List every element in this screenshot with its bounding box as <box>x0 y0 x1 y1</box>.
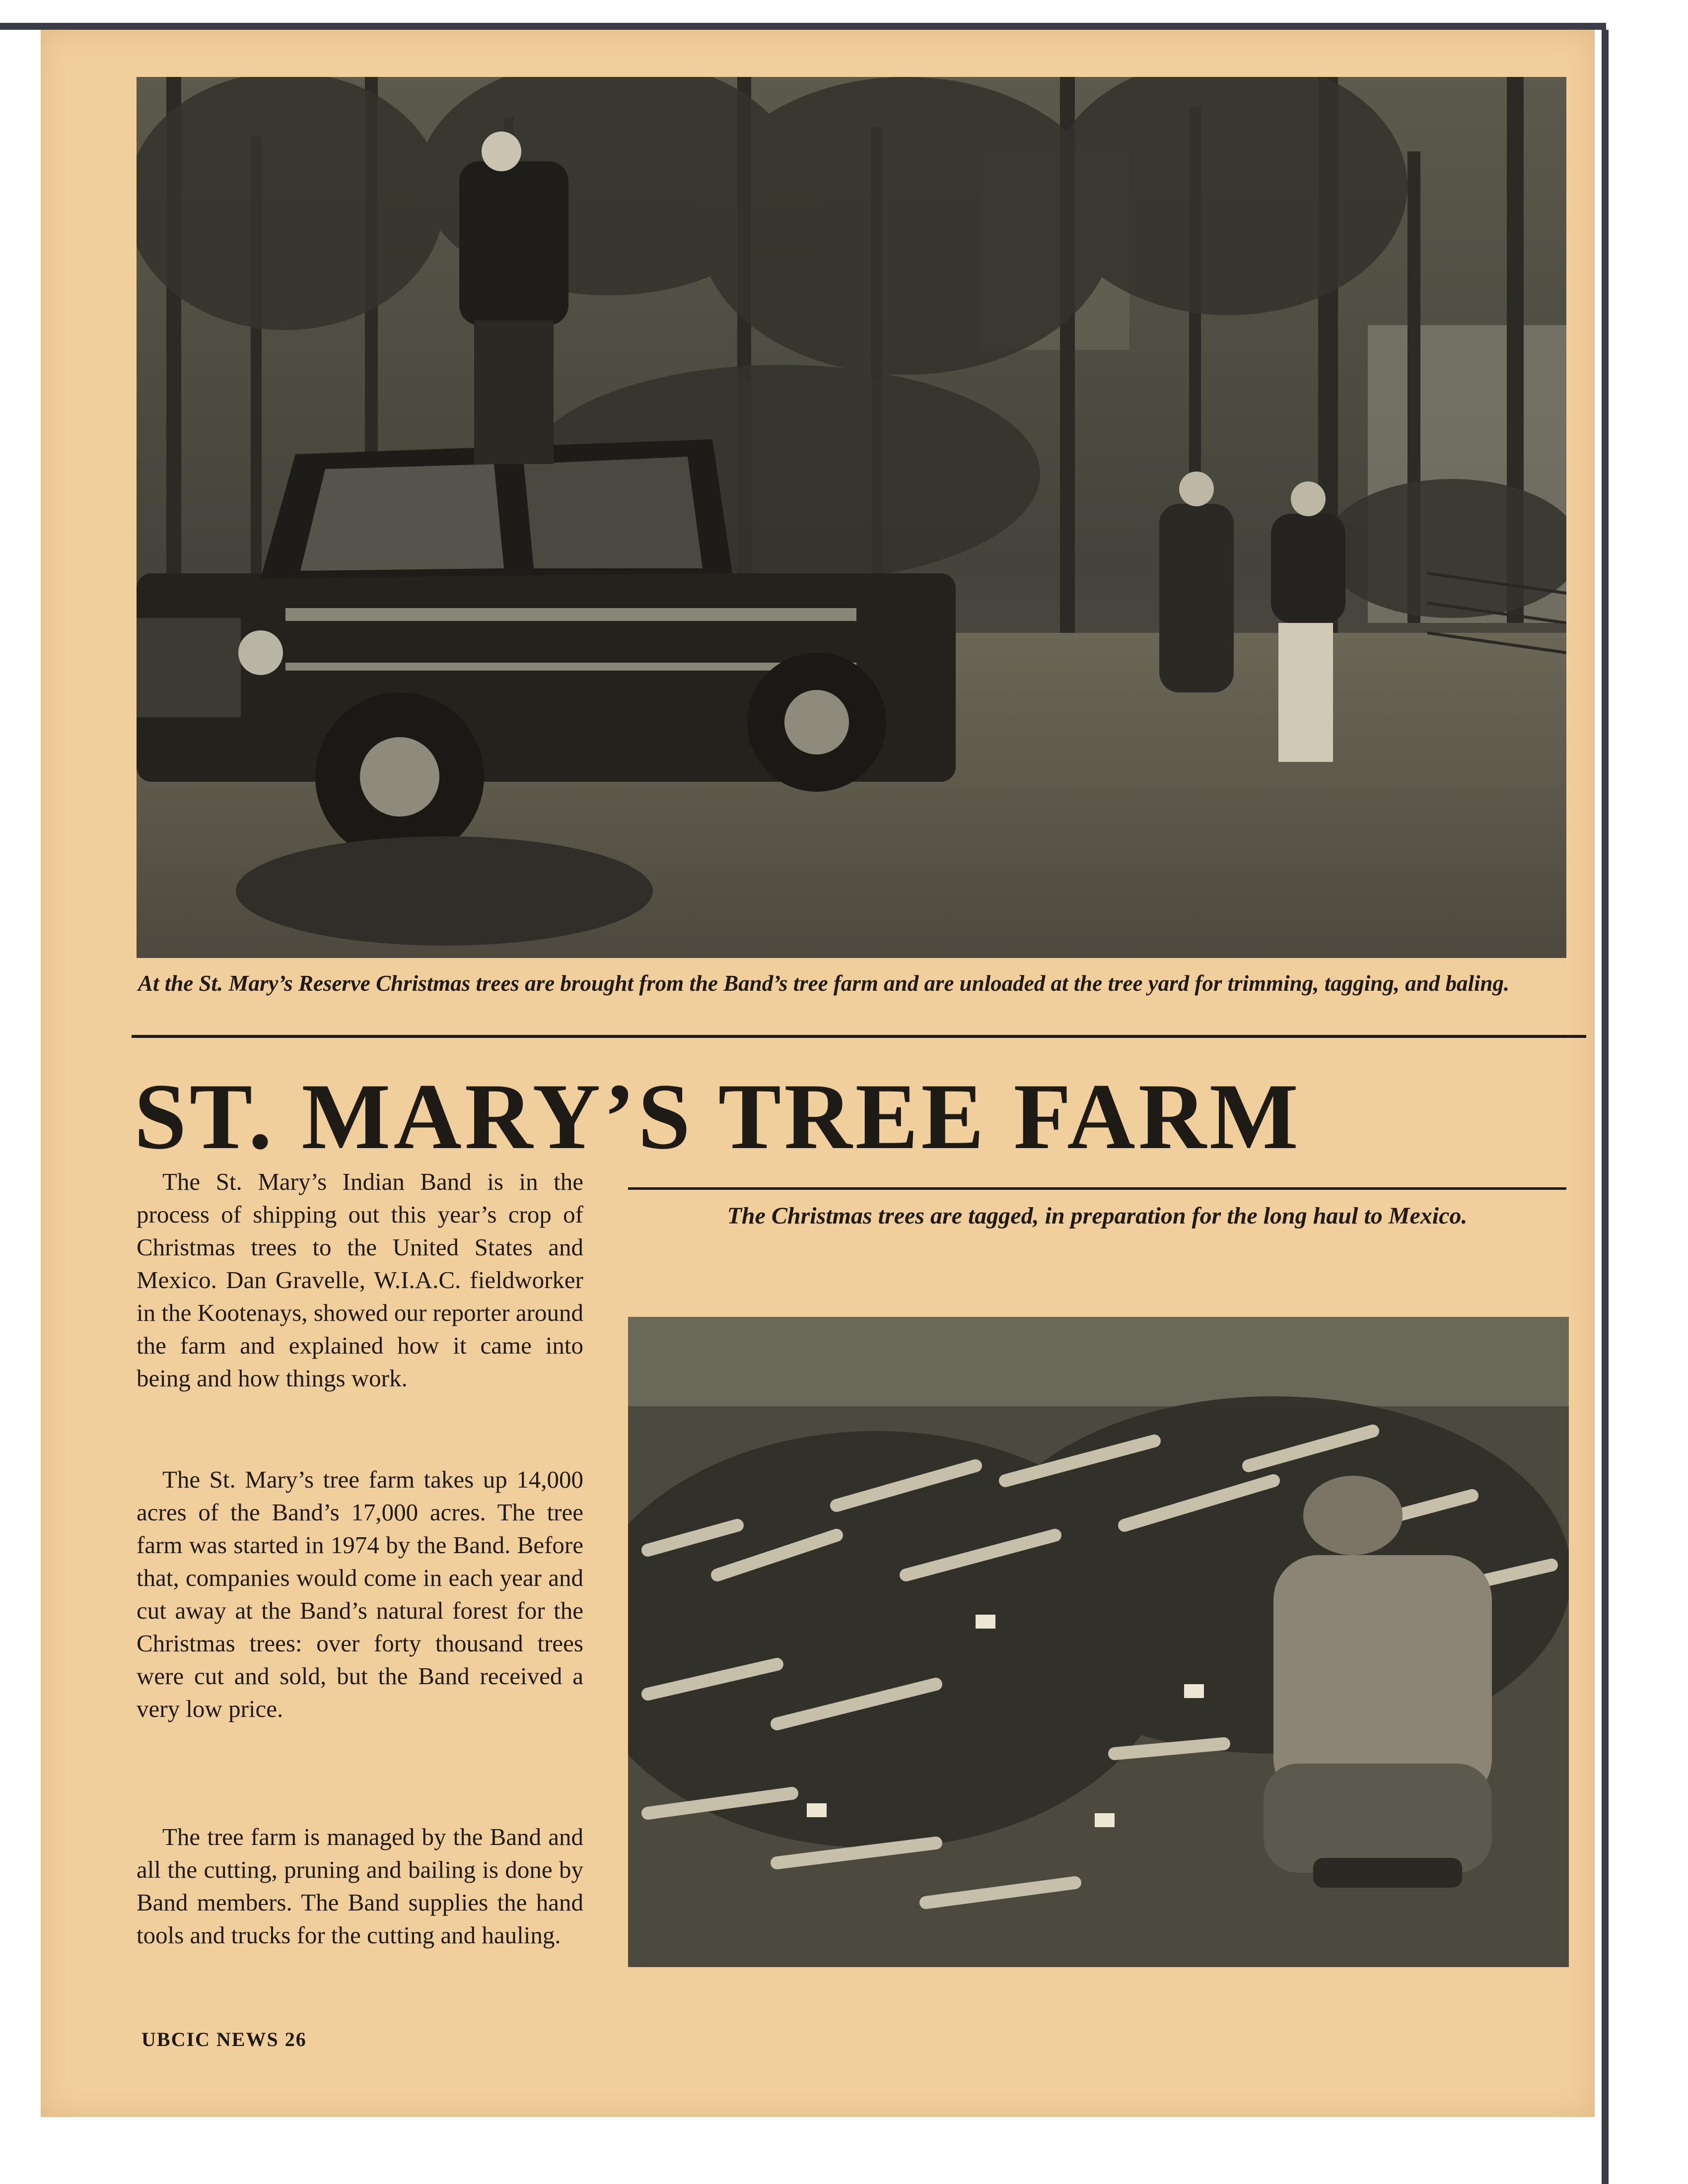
article-paragraph: The St. Mary’s tree farm takes up 14,000 acres of the Band’s 17,000 acres. The tree farm was started in 1974 by the Band. Before that, companies would come in each year and cut away at the Band’s natural forest for the Christmas trees: over forty thousand trees were cut and sold, but the Band received a very low price. <box>137 1466 583 1722</box>
scan-top-border <box>0 23 1606 30</box>
article-paragraph: The tree farm is managed by the Band and all the cutting, pruning and bailing is done by Band members. The Band supplies the hand tools and trucks for the cutting and hauling. <box>137 1823 583 1949</box>
bottom-photo-caption-rule <box>628 1187 1566 1190</box>
page-title: ST. MARY’S TREE FARM <box>134 1065 1302 1169</box>
bottom-photo-caption: The Christmas trees are tagged, in preparation for the long haul to Mexico. <box>727 1203 1468 1229</box>
page-footer: UBCIC NEWS 26 <box>141 2028 307 2050</box>
top-photo-truck-and-trees <box>137 77 1566 958</box>
headline-top-rule <box>132 1035 1586 1038</box>
article-paragraph: The St. Mary’s Indian Band is in the process of shipping out this year’s crop of Christmas trees to the United States and Mexico. Dan Gravelle, W.I.A.C. fieldworker in the Kootenays, showed our reporter around the farm and explained how it came into being and how things work. <box>137 1168 583 1392</box>
scan-right-border <box>1602 30 1609 2184</box>
bottom-photo-tagging-trees <box>628 1317 1569 1967</box>
top-photo-caption: At the St. Mary’s Reserve Christmas trees are brought from the Band’s tree farm and are unloaded at the tree yard for trimming, tagging, and baling. <box>138 971 1510 996</box>
